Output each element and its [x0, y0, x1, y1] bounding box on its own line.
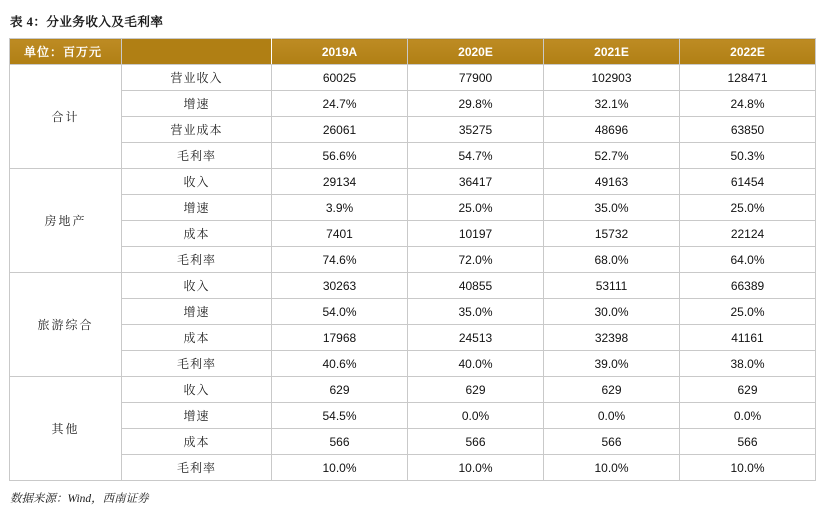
- table-cell: 566: [680, 429, 816, 455]
- row-label: 毛利率: [122, 351, 272, 377]
- table-row: [10, 325, 816, 351]
- table-cell: 50.3%: [680, 143, 816, 169]
- table-cell: 41161: [680, 325, 816, 351]
- table-header-unit: 单位：百万元: [10, 39, 122, 65]
- table-cell: 36417: [408, 169, 544, 195]
- row-label: 成本: [122, 429, 272, 455]
- table-cell: 128471: [680, 65, 816, 91]
- table-row: [10, 91, 816, 117]
- table-row: [10, 221, 816, 247]
- table-cell: 25.0%: [680, 195, 816, 221]
- table-cell: 52.7%: [544, 143, 680, 169]
- table-cell: 10197: [408, 221, 544, 247]
- table-row: [10, 117, 816, 143]
- table-row: [10, 455, 816, 481]
- table-cell: 30263: [272, 273, 408, 299]
- table-header-col-2019a: 2019A: [272, 39, 408, 65]
- table-cell: 566: [272, 429, 408, 455]
- table-cell: 10.0%: [680, 455, 816, 481]
- table-cell: 566: [408, 429, 544, 455]
- row-label: 增速: [122, 195, 272, 221]
- table-cell: 629: [408, 377, 544, 403]
- table-cell: 54.7%: [408, 143, 544, 169]
- table-row: [10, 247, 816, 273]
- row-label: 毛利率: [122, 247, 272, 273]
- table-cell: 566: [544, 429, 680, 455]
- segment-label: 房地产: [10, 169, 122, 273]
- segment-label: 合计: [10, 65, 122, 169]
- row-label: 增速: [122, 91, 272, 117]
- table-cell: 72.0%: [408, 247, 544, 273]
- table-cell: 29.8%: [408, 91, 544, 117]
- table-header-col-2021e: 2021E: [544, 39, 680, 65]
- table-cell: 56.6%: [272, 143, 408, 169]
- table-cell: 54.0%: [272, 299, 408, 325]
- table-row: [10, 351, 816, 377]
- row-label: 收入: [122, 377, 272, 403]
- row-label: 成本: [122, 325, 272, 351]
- table-cell: 49163: [544, 169, 680, 195]
- table-cell: 24.8%: [680, 91, 816, 117]
- row-label: 增速: [122, 299, 272, 325]
- table-cell: 74.6%: [272, 247, 408, 273]
- table-row: [10, 143, 816, 169]
- table-cell: 38.0%: [680, 351, 816, 377]
- table-cell: 77900: [408, 65, 544, 91]
- segment-label: 旅游综合: [10, 273, 122, 377]
- table-cell: 39.0%: [544, 351, 680, 377]
- table-cell: 35.0%: [544, 195, 680, 221]
- row-label: 毛利率: [122, 455, 272, 481]
- table-cell: 66389: [680, 273, 816, 299]
- table-cell: 25.0%: [680, 299, 816, 325]
- table-header-col-2020e: 2020E: [408, 39, 544, 65]
- row-label: 营业成本: [122, 117, 272, 143]
- row-label: 毛利率: [122, 143, 272, 169]
- table-cell: 3.9%: [272, 195, 408, 221]
- table-cell: 29134: [272, 169, 408, 195]
- table-cell: 40855: [408, 273, 544, 299]
- table-row: [10, 169, 816, 195]
- row-label: 收入: [122, 169, 272, 195]
- table-header-col-2022e: 2022E: [680, 39, 816, 65]
- table-cell: 48696: [544, 117, 680, 143]
- table-caption: 表 4：分业务收入及毛利率: [10, 15, 164, 29]
- table-cell: 629: [272, 377, 408, 403]
- table-row: [10, 377, 816, 403]
- table-cell: 7401: [272, 221, 408, 247]
- table-cell: 17968: [272, 325, 408, 351]
- table-cell: 102903: [544, 65, 680, 91]
- table-row: [10, 429, 816, 455]
- row-label: 成本: [122, 221, 272, 247]
- table-cell: 53111: [544, 273, 680, 299]
- table-body: [10, 65, 816, 481]
- table-row: [10, 65, 816, 91]
- table-cell: 68.0%: [544, 247, 680, 273]
- table-cell: 61454: [680, 169, 816, 195]
- table-cell: 64.0%: [680, 247, 816, 273]
- table-row: [10, 273, 816, 299]
- table-header-row: [10, 39, 816, 65]
- table-cell: 24513: [408, 325, 544, 351]
- table-cell: 629: [544, 377, 680, 403]
- table-cell: 629: [680, 377, 816, 403]
- row-label: 增速: [122, 403, 272, 429]
- table-row: [10, 403, 816, 429]
- revenue-breakdown-table: [9, 38, 816, 481]
- table-cell: 30.0%: [544, 299, 680, 325]
- table-cell: 25.0%: [408, 195, 544, 221]
- table-header: [10, 39, 816, 65]
- table-cell: 10.0%: [408, 455, 544, 481]
- segment-label: 其他: [10, 377, 122, 481]
- table-cell: 0.0%: [544, 403, 680, 429]
- table-header-blank: [122, 39, 272, 65]
- row-label: 收入: [122, 273, 272, 299]
- table-cell: 60025: [272, 65, 408, 91]
- table-cell: 54.5%: [272, 403, 408, 429]
- table-cell: 63850: [680, 117, 816, 143]
- table-row: [10, 299, 816, 325]
- table-cell: 0.0%: [408, 403, 544, 429]
- table-cell: 32.1%: [544, 91, 680, 117]
- table-cell: 35275: [408, 117, 544, 143]
- table-cell: 15732: [544, 221, 680, 247]
- table-cell: 26061: [272, 117, 408, 143]
- table-cell: 35.0%: [408, 299, 544, 325]
- table-cell: 22124: [680, 221, 816, 247]
- table-cell: 10.0%: [272, 455, 408, 481]
- table-cell: 32398: [544, 325, 680, 351]
- table-cell: 24.7%: [272, 91, 408, 117]
- table-cell: 40.0%: [408, 351, 544, 377]
- table-source-note: 数据来源：Wind，西南证券: [10, 493, 149, 505]
- table-row: [10, 195, 816, 221]
- table-cell: 40.6%: [272, 351, 408, 377]
- table-cell: 10.0%: [544, 455, 680, 481]
- table-cell: 0.0%: [680, 403, 816, 429]
- row-label: 营业收入: [122, 65, 272, 91]
